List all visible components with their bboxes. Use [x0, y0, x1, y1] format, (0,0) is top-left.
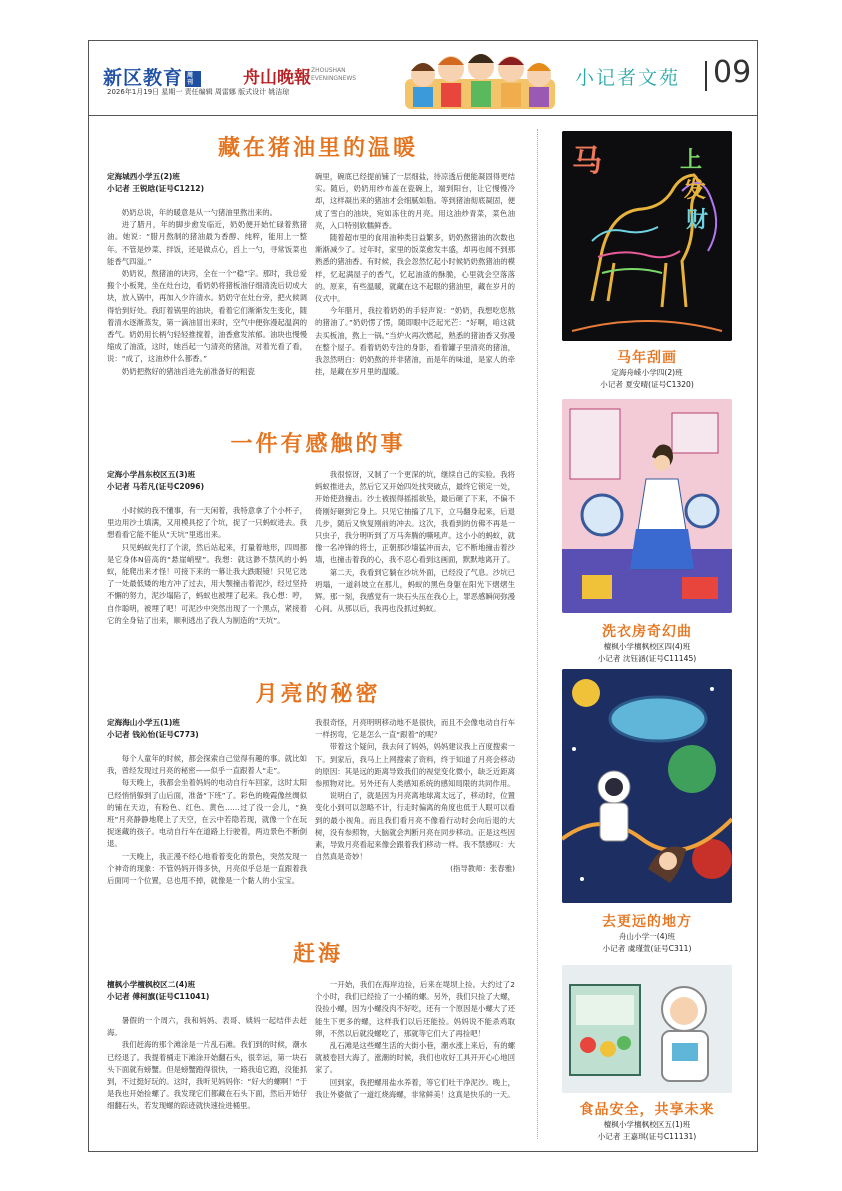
byline-school: 定海城西小学五(2)班 [107, 172, 180, 181]
paragraph: 第二天，我看到它躺在沙坑外面，已经没了气息。沙坑已坍塌，一道斜坡立在那儿，蚂蚁的黑色身躯在阳光下熠熠生辉。那一刻，我感觉有一块石头压在我心上，罪恶感瞬间弥漫心间。从那以后，我再也没抓过蚂蚁。 [315, 567, 515, 614]
article-title: 月亮的秘密 [255, 681, 381, 707]
article-title: 赶海 [292, 941, 343, 967]
artwork-school: 檀枫小学檀枫校区四(4)班 [603, 642, 691, 651]
paragraph: 今年腊月，我拉着奶奶的手轻声说：“奶奶，我想吃您熬的猪油了。”奶奶愣了愣，随即眼中泛起光芒：“好啊，咱这就去买板油，熬上一锅。”当炉火再次燃起，熟悉的猪油香又弥漫在整个屋子。看着奶奶专注的身影，看着罐子里清亮的猪油，我忽然明白：奶奶熬的并非猪油，而是年的味道，是家人的牵挂，是藏在岁月里的温暖。 [315, 306, 515, 377]
artwork-title: 去更远的地方 [602, 914, 692, 930]
article-column [107, 753, 307, 921]
paragraph: 一天晚上，我正漫不经心地看着变化的景色，突然发现一个神奇的现象：不管妈妈开得多快，月亮似乎总是一直跟着我后面同一个位置，总也甩不掉，就像是一个黏人的小宝宝。 [107, 851, 307, 886]
byline-school: 檀枫小学檀枫校区二(4)班 [107, 980, 196, 989]
paragraph: 每天晚上，我都会坐着妈妈的电动自行车回家，这时太阳已经悄悄躲到了山后面，准备“下班”了。彩色的晚霞像丝绸似的铺在天边，有粉色、红色、黄色……过了没一会儿，“换班”月亮静静地爬上了天空，在云中若隐若现，就像一个在玩捉迷藏的孩子。电动自行车在道路上行驶着，两边景色不断倒退。 [107, 778, 307, 849]
article-column [107, 207, 307, 433]
paragraph: 奶奶总说，年的暖意是从一勺猪油里熬出来的。 [121, 208, 278, 217]
artwork-reporter: 小记者 夏安晴(证号C1320) [600, 380, 694, 389]
artwork-school: 檀枫小学檀枫校区五(1)班 [603, 1120, 691, 1129]
paragraph: 进了腊月，年的脚步愈发临近，奶奶便开始忙碌着熬猪油。她说：“腊月熬制的猪油最为香醇、纯粹，能用上一整年。不管是炒菜、拌饭，还是做点心，舀上一勺，寻常饭菜也能香气四溢。” [107, 220, 307, 266]
brand-main: 新区教育 [103, 67, 184, 89]
article-column [315, 171, 515, 433]
newspaper-page [88, 40, 758, 1152]
space-astronaut-painting-icon [562, 669, 732, 903]
artwork-title: 马年刮画 [617, 350, 677, 366]
paragraph: 乱石滩是这些螺生活的大街小巷，潮水涨上来后，有的螺就被卷回大海了，涨潮的时候，我们也收好工具开开心心地回家了。 [315, 1041, 515, 1075]
newspaper-logo: 舟山晚報 [243, 68, 311, 88]
svg-text:发: 发 [684, 177, 707, 203]
issue-meta: 2026年1月19日 星期一 责任编辑 周雷娜 版式设计 姚洁琼 [107, 88, 290, 96]
article-column [315, 469, 515, 665]
article-column [315, 717, 515, 923]
paragraph: 碗里，碗底已经提前铺了一层细盐，待凉透后便能凝固得更结实。随后，奶奶用纱布盖在瓷碗上，端到阳台，让它慢慢冷却，这样凝出来的猪油才会细腻如脂。等到猪油彻底凝固，便成了雪白的油块，宛如冻住的月亮。用这油炒青菜，菜色油亮，入口特别软糯鲜香。 [315, 172, 515, 230]
artwork-title: 洗衣房奇幻曲 [602, 624, 692, 640]
teacher-note: (指导教师：张春雅) [450, 864, 515, 874]
artwork-reporter: 小记者 沈钰涵(证号C11145) [597, 654, 697, 663]
paragraph: 带着这个疑问，我去问了妈妈，妈妈建议我上百度搜索一下。到家后，我马上上网搜索了资料，终于知道了月亮会移动的原因：其是远的距离导致我们的视觉变化微小，缺乏近距离参照物对比。另外还有人类感知系统的感知局限的共同作用。 [315, 742, 515, 789]
article-title: 一件有感触的事 [230, 431, 406, 457]
article-byline [107, 717, 199, 741]
scratch-art-lettering: 马 [572, 144, 602, 179]
paragraph: 奶奶把熬好的猪油舀进先前准备好的粗瓷 [121, 366, 255, 376]
brand-tag: 周刊 [185, 71, 201, 87]
article-byline [107, 171, 204, 195]
article-byline [107, 469, 204, 493]
artwork-title: 食品安全，共享未来 [579, 1102, 715, 1118]
paragraph: 只见蚂蚁先打了个滚，然后站起来，打量着地形，四周都是它身体N倍高的“悬崖峭壁”。我想：就这渺不禁风的小蚂蚁，能爬出来才怪！可接下来的一幕让我大跌眼镜！只见它选了一处最低矮的地方冲了过去，用大颚撞击着泥沙，经过坚持不懈的努力，泥沙塌陷了，蚂蚁也被埋了起来。我心想：哼，自作聪明，被埋了吧！可泥沙中突然出现了一个黑点，紧接着它的全身钻了出来，顺利逃出了我人为制造的“天坑”。 [107, 542, 307, 625]
byline-reporter: 小记者 马若凡(证号C2096) [107, 482, 205, 491]
paragraph: 随着超市里的食用油种类日益繁多，奶奶熬猪油的次数也渐渐减少了。过年时，家里的饭菜愈发丰盛，却再也闻不到那熟悉的猪油香。有时候，我会忽然忆起小时候奶奶熬猪油的模样，忆起满屋子的香气，忆起油渣的酥脆，心里就会空落落的。原来，有些温暖，就藏在这不起眼的猪油里，藏在岁月的仪式中。 [315, 233, 515, 304]
paragraph: 奶奶说，熬猪油的诀窍，全在一个“稳”字。那时，我总爱搬个小板凳，坐在灶台边，看奶奶将猪板油仔细清洗后切成大块，放入锅中，再加入少许清水。奶奶守在灶台旁，把火候调得恰到好处。我盯着锅里的油块，看着它们渐渐发生变化，随着清水逐渐蒸发，第一滴油冒出来时，空气中便弥漫起温润的香气。奶奶用长柄勺轻轻推搅着，油香愈发浓郁。油块也慢慢缩成了油渣，这时，她舀起一勺清亮的猪油，对着光看了看，说：“成了，这油炒什么都香。” [107, 269, 307, 364]
column-divider [537, 129, 538, 1139]
artwork-school: 定海舟嵘小学四(2)班 [611, 368, 683, 377]
children-illustration-icon [401, 45, 559, 111]
article-title: 藏在猪油里的温暖 [217, 135, 418, 161]
article-column [315, 979, 515, 1139]
page-number: 09 [713, 55, 752, 90]
byline-reporter: 小记者 傅柯旗(证号C11041) [107, 992, 210, 1001]
article-byline [107, 979, 209, 1003]
paragraph: 我很奇怪，月亮明明移动地不是很快，而且不会像电动自行车一样拐弯，它是怎么一直“跟着”的呢？ [315, 718, 515, 740]
paragraph: 我很惊讶，又制了一个更深的坑，继续自己的实验。我将蚂蚁推进去，然后它又开始四处找突破点，最终它锁定一处，开始使劲撞击。沙土被振得摇摇欲坠，最后砸了下来，不偏不倚刚好砸到它身上。只见它抽搐了几下，立马翻身起来，后退几步，随后又恢复刚前的冲去。这次，我看到的仿佛不再是一只虫子，我分明听到了万马奔腾的嘶吼声。这小小的蚂蚁，就像一名冲锋的将士，正朝那沙墙猛冲而去，它不断地撞击着沙墙，也撞击着我的心，我不忍心看到这画面，默默地离开了。 [315, 470, 515, 565]
paragraph: 我们赶海的那个滩涂是一片乱石滩。我们到的时候，潮水已经退了。我提着桶走下滩涂开始翻石头，很幸运，第一块石头下面就有螃蟹。但是螃蟹跑得很快，一路我追它跑，没能抓到，不过挺好玩的。这时，我听见妈妈你：“好大的螺啊！”于是我也开始捡螺了。我发现它们都藏在石头下面，然后开始仔细翻石头，若发现螺的踪迹就快速捡进桶里。 [107, 1040, 307, 1111]
section-name: 小记者文苑 [575, 67, 681, 89]
byline-school: 定海小学昌东校区五(3)班 [107, 470, 196, 479]
paragraph: 说明白了，就是因为月亮离地球离太远了，移动时，位置变化小到可以忽略不计，行走时偏离的角度也低于人眼可以看到的最小视角。而且我们看月亮不像看行动时会向后退的大树，没有参照物，大脑就会判断月亮在同步移动。正是这些因素，导致月亮看起来像会跟着我们移动一样。我不禁感叹：大自然真是奇妙！ [315, 791, 515, 862]
byline-reporter: 小记者 王锐晗(证号C1212) [107, 184, 205, 193]
article-column [107, 1015, 307, 1139]
artwork-school: 舟山小学一(4)班 [618, 932, 676, 941]
laundry-fantasy-painting-icon [562, 399, 732, 613]
paragraph: 每个人童年的时候，都会探索自己觉得有趣的事。就比如我，曾经发现过月亮的秘密——似乎一直跟着人“走”。 [107, 754, 307, 776]
brand-title [103, 63, 201, 90]
article-column [107, 505, 307, 663]
horse-scratch-art-icon [562, 131, 732, 341]
newspaper-logo-english: ZHOUSHAN EVENINGNEWS [311, 67, 357, 82]
paragraph: 小时候的我不懂事，有一天闲着，我特意拿了个小杯子，里边用沙土填满，又用模具挖了个坑，捉了一只蚂蚁进去。我想看看它能不能从“天坑”里逃出来。 [107, 506, 307, 540]
header-divider [705, 61, 707, 91]
food-safety-painting-icon [562, 965, 732, 1093]
byline-school: 定海海山小学五(1)班 [107, 718, 180, 727]
artwork-reporter: 小记者 王嘉琪(证号C11131) [597, 1132, 697, 1141]
svg-text:上: 上 [680, 147, 703, 173]
paragraph: 一开始，我们在海岸边捡，后来在堤坝上捡。大约过了2个小时，我们已经捡了一小桶的螺。另外，我们只捡了大螺，没捡小螺，因为小螺没肉不好吃，还有一个原因是小螺大了还能生下更多的螺，这样我们以后还能捡。妈妈说不能杀鸡取卵，不然以后就没螺吃了，那就等它们大了再捡吧！ [315, 980, 515, 1038]
page-header [89, 41, 757, 116]
paragraph: 回到家，我把螺用盐水养着，等它们吐干净泥沙。晚上，我让外婆做了一道红烧海螺，非常鲜美！这真是快乐的一天。 [315, 1077, 515, 1099]
svg-text:财: 财 [686, 207, 709, 233]
byline-reporter: 小记者 钱沁怡(证号C773) [107, 730, 199, 739]
paragraph: 暑假的一个周六，我和妈妈、表哥、姨妈一起结伴去赶海。 [107, 1016, 307, 1038]
artwork-reporter: 小记者 虞瑾萱(证号C311) [602, 944, 692, 953]
